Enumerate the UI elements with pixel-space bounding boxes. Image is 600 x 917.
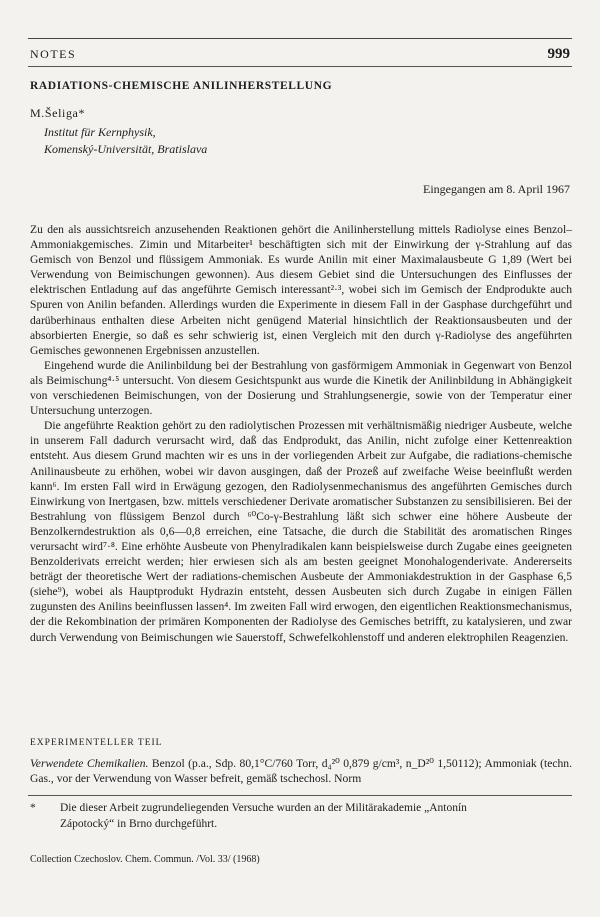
affiliation-line-1: Institut für Kernphysik, bbox=[44, 125, 156, 139]
received-date: Eingegangen am 8. April 1967 bbox=[423, 182, 570, 196]
footnote-line-1: Die dieser Arbeit zugrundeliegenden Versuche wurden an der Militärakademie „Antonín bbox=[60, 802, 467, 814]
paragraph-2: Eingehend wurde die Anilinbildung bei der Bestrahlung von gasförmigem Ammoniak in Gegenwart von Benzol als Beimischung⁴·⁵ untersucht. Von diesem Gesichtspunkt aus wurde die Kinetik der Anilinbildung in Abhängigkeit von verschiedenen Beimischungen, von der Dosierung und Strahlungsenergie, sowie von der Temperatur einer Untersuchung unterzogen. bbox=[30, 358, 572, 418]
page-number: 999 bbox=[547, 46, 570, 62]
article-title: RADIATIONS-CHEMISCHE ANILINHERSTELLUNG bbox=[30, 80, 333, 92]
experimental-subheading: Verwendete Chemikalien. bbox=[30, 757, 149, 770]
footnote-rule bbox=[28, 795, 572, 796]
paragraph-3: Die angeführte Reaktion gehört zu den radiolytischen Prozessen mit verhältnismäßig niedriger Ausbeute, welche in unserem Fall dadurch verursacht wird, daß das Endprodukt, das Anilin, nicht zufolge einer Kettenreaktion entsteht. Aus diesem Grund machten wir es uns in der vorliegenden Arbeit zur Aufgabe, die radiations-chemische Anilinausbeute zu erhöhen, wobei wir davon ausgingen, daß der Prozeß auf zweifache Weise beeinflußt werden kann⁶. Im ersten Fall wird in Erwägung gezogen, den Radiolysenmechanismus des angeführten Gemisches durch Einwirkung von Inertgasen, bzw. mittels verschiedener Derivate aromatischer Substanzen zu sensibilisieren. Bei der Bestrahlung von flüssigem Benzol durch ⁶⁰Co-γ-Bestrahlung läßt sich schwer eine höhere Ausbeute der Benzolkerndestruktion als 0,6—0,8 erreichen, eine Tatsache, die durch die Stabilität des aromatischen Ringes verursacht wird⁷·⁸. Eine erhöhte Ausbeute von Phenylradikalen kann beispielsweise durch Zugabe eines geeigneten Benzolderivats erreicht werden; hier erwiesen sich als am besten geeignet Monohalogenderivate. Andererseits beträgt der theoretische Wert der radiations-chemischen Ausbeute der Ammoniakdestruktion in der Gasphase 6,5 (siehe⁹), wobei als Hauptprodukt Hydrazin entsteht, dessen Ausbeuten sich durch Zugabe in einigen Fällen zugunsten des Anilins beeinflussen lassen⁴. Im zweiten Fall wird erwogen, den eigentlichen Reaktionsmechanismus, der die Rekombination der primären Komponenten der Radiolyse des Gemisches betrifft, zu katalysieren, und zwar durch Verwendung von Beimischungen wie Sauerstoff, Schwefelkohlenstoff und anderen elektrophilen Reagenzien. bbox=[30, 419, 572, 644]
affiliation-line-2: Komenský-Universität, Bratislava bbox=[44, 142, 208, 156]
paragraph-1: Zu den als aussichtsreich anzusehenden Reaktionen gehört die Anilinherstellung mittels Radiolyse eines Benzol–Ammoniakgemisches. Zimin und Mitarbeiter¹ beschäftigten sich mit der Einwirkung der γ-Strahlung auf das Gemisch von Benzol und flüssigem Ammoniak. Es wurde Anilin mit einer Maximalausbeute G 1,89 (Wert bei Verwendung von Beimischungen gewonnen). Aus diesem Gebiet sind die Untersuchungen des Einflusses der elektrischen Entladung auf das angeführte Gemisch interessant²·³, wobei sich im Gemisch der Endprodukte auch Spuren von Anilin befanden. Allerdings wurden die Experimente in diesem Fall in der Gasphase durchgeführt und darüberhinaus enthalten diese Arbeiten nicht genügend Material hinsichtlich der Reaktionsausbeuten und der absorbierten Energie, so daß es sehr schwierig ist, einen Vergleich mit den durch γ-Radiolyse des angeführten Gemisches gewonnenen Ergebnissen anzustellen. bbox=[30, 223, 572, 357]
experimental-text bbox=[30, 756, 572, 786]
footnote-line-2: Zápotocký“ in Brno durchgeführt. bbox=[60, 818, 218, 830]
footnote bbox=[30, 800, 572, 832]
article-author: M.Šeliga* bbox=[30, 106, 86, 120]
journal-citation: Collection Czechoslov. Chem. Commun. /Vol. 33/ (1968) bbox=[30, 854, 260, 865]
header-rule bbox=[28, 66, 572, 67]
top-rule bbox=[28, 38, 572, 39]
article-body bbox=[30, 222, 572, 645]
experimental-body: Benzol (p.a., Sdp. 80,1°C/760 Torr, d₄²⁰ 0,879 g/cm³, n_D²⁰ 1,50112); Ammoniak (techn. Gas., vor der Verwendung von Wasser befreit, gemäß tschechosl. Norm bbox=[30, 757, 572, 786]
section-label: NOTES bbox=[30, 47, 77, 61]
footnote-mark: * bbox=[30, 802, 36, 814]
affiliation bbox=[44, 124, 207, 158]
running-header bbox=[30, 46, 570, 63]
experimental-heading: EXPERIMENTELLER TEIL bbox=[30, 738, 163, 748]
